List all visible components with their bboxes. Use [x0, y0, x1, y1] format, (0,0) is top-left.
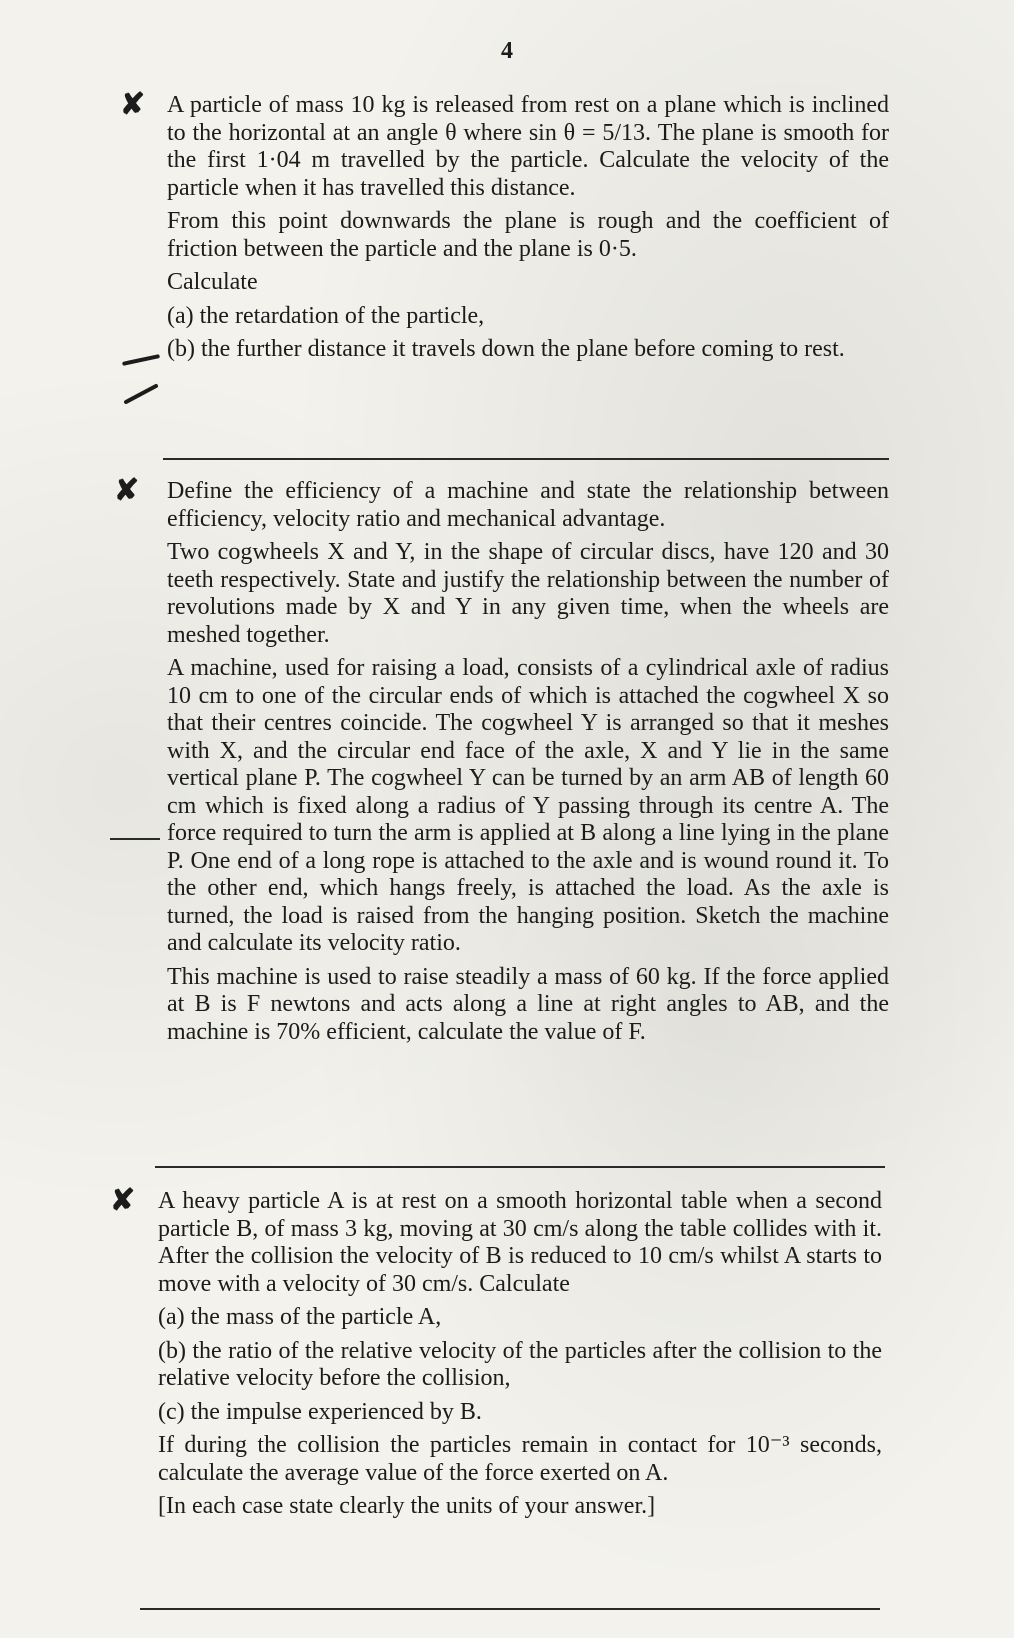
- question-2-marker: ✘: [114, 474, 140, 507]
- question-1-marker: ✘: [120, 88, 146, 121]
- question-3-closing: If during the collision the particles remain in contact for 10⁻³ seconds, calculate the average value of the force exerted on A.: [158, 1432, 882, 1486]
- question-2-paragraph: Two cogwheels X and Y, in the shape of circular discs, have 120 and 30 teeth respectively. State and justify the relationship between the number of revolutions made by X and Y in any given time, when the wheels are meshed together.: [167, 539, 889, 648]
- question-1-paragraph: A particle of mass 10 kg is released from rest on a plane which is inclined to the horizontal at an angle θ where sin θ = 5/13. The plane is smooth for the first 1·04 m travelled by the particle. Calculate the velocity of the particle when it has travelled this distance.: [167, 92, 889, 201]
- pen-tick-mark: [123, 383, 158, 404]
- question-1-paragraph: From this point downwards the plane is rough and the coefficient of friction between the particle and the plane is 0·5.: [167, 208, 889, 262]
- question-2-paragraph: Define the efficiency of a machine and state the relationship between efficiency, velocity ratio and mechanical advantage.: [167, 478, 889, 532]
- question-divider: [155, 1166, 885, 1168]
- page-bottom-rule: [140, 1608, 880, 1610]
- question-1: [167, 92, 889, 370]
- question-3-part-b: (b) the ratio of the relative velocity of the particles after the collision to the relative velocity before the collision,: [158, 1337, 882, 1391]
- pen-stroke: [110, 838, 160, 840]
- question-3-units-note: [In each case state clearly the units of your answer.]: [158, 1493, 656, 1519]
- question-1-paragraph: Calculate: [167, 269, 258, 295]
- question-2-paragraph: This machine is used to raise steadily a mass of 60 kg. If the force applied at B is F newtons and acts along a line at right angles to AB, and the machine is 70% efficient, calculate the value of F.: [167, 963, 889, 1045]
- question-1-part-b: (b) the further distance it travels down the plane before coming to rest.: [167, 336, 845, 362]
- question-3-part-a: (a) the mass of the particle A,: [158, 1304, 442, 1330]
- question-divider: [163, 458, 889, 460]
- question-3: [158, 1188, 882, 1527]
- page-number: 4: [501, 38, 513, 64]
- question-2: [167, 478, 889, 1052]
- question-1-part-a: (a) the retardation of the particle,: [167, 302, 485, 329]
- question-2-paragraph: A machine, used for raising a load, consists of a cylindrical axle of radius 10 cm to one of the circular ends of which is attached the cogwheel X so that their centres coincide. The cogwheel Y is arranged so that it meshes with X, and the circular end face of the axle, X and Y lie in the same vertical plane P. The cogwheel Y can be turned by an arm AB of length 60 cm which is fixed along a radius of Y passing through its centre A. The force required to turn the arm is applied at B along a line lying in the plane P. One end of a long rope is attached to the axle and is wound round it. To the other end, which hangs freely, is attached the load. As the axle is turned, the load is raised from the hanging position. Sketch the machine and calculate its velocity ratio.: [167, 655, 889, 956]
- question-3-paragraph: A heavy particle A is at rest on a smooth horizontal table when a second particle B, of mass 3 kg, moving at 30 cm/s along the table collides with it. After the collision the velocity of B is reduced to 10 cm/s whilst A starts to move with a velocity of 30 cm/s. Calculate: [158, 1188, 882, 1297]
- question-3-part-c: (c) the impulse experienced by B.: [158, 1398, 482, 1425]
- question-3-marker: ✘: [110, 1184, 136, 1217]
- pen-tick-mark: [122, 354, 160, 366]
